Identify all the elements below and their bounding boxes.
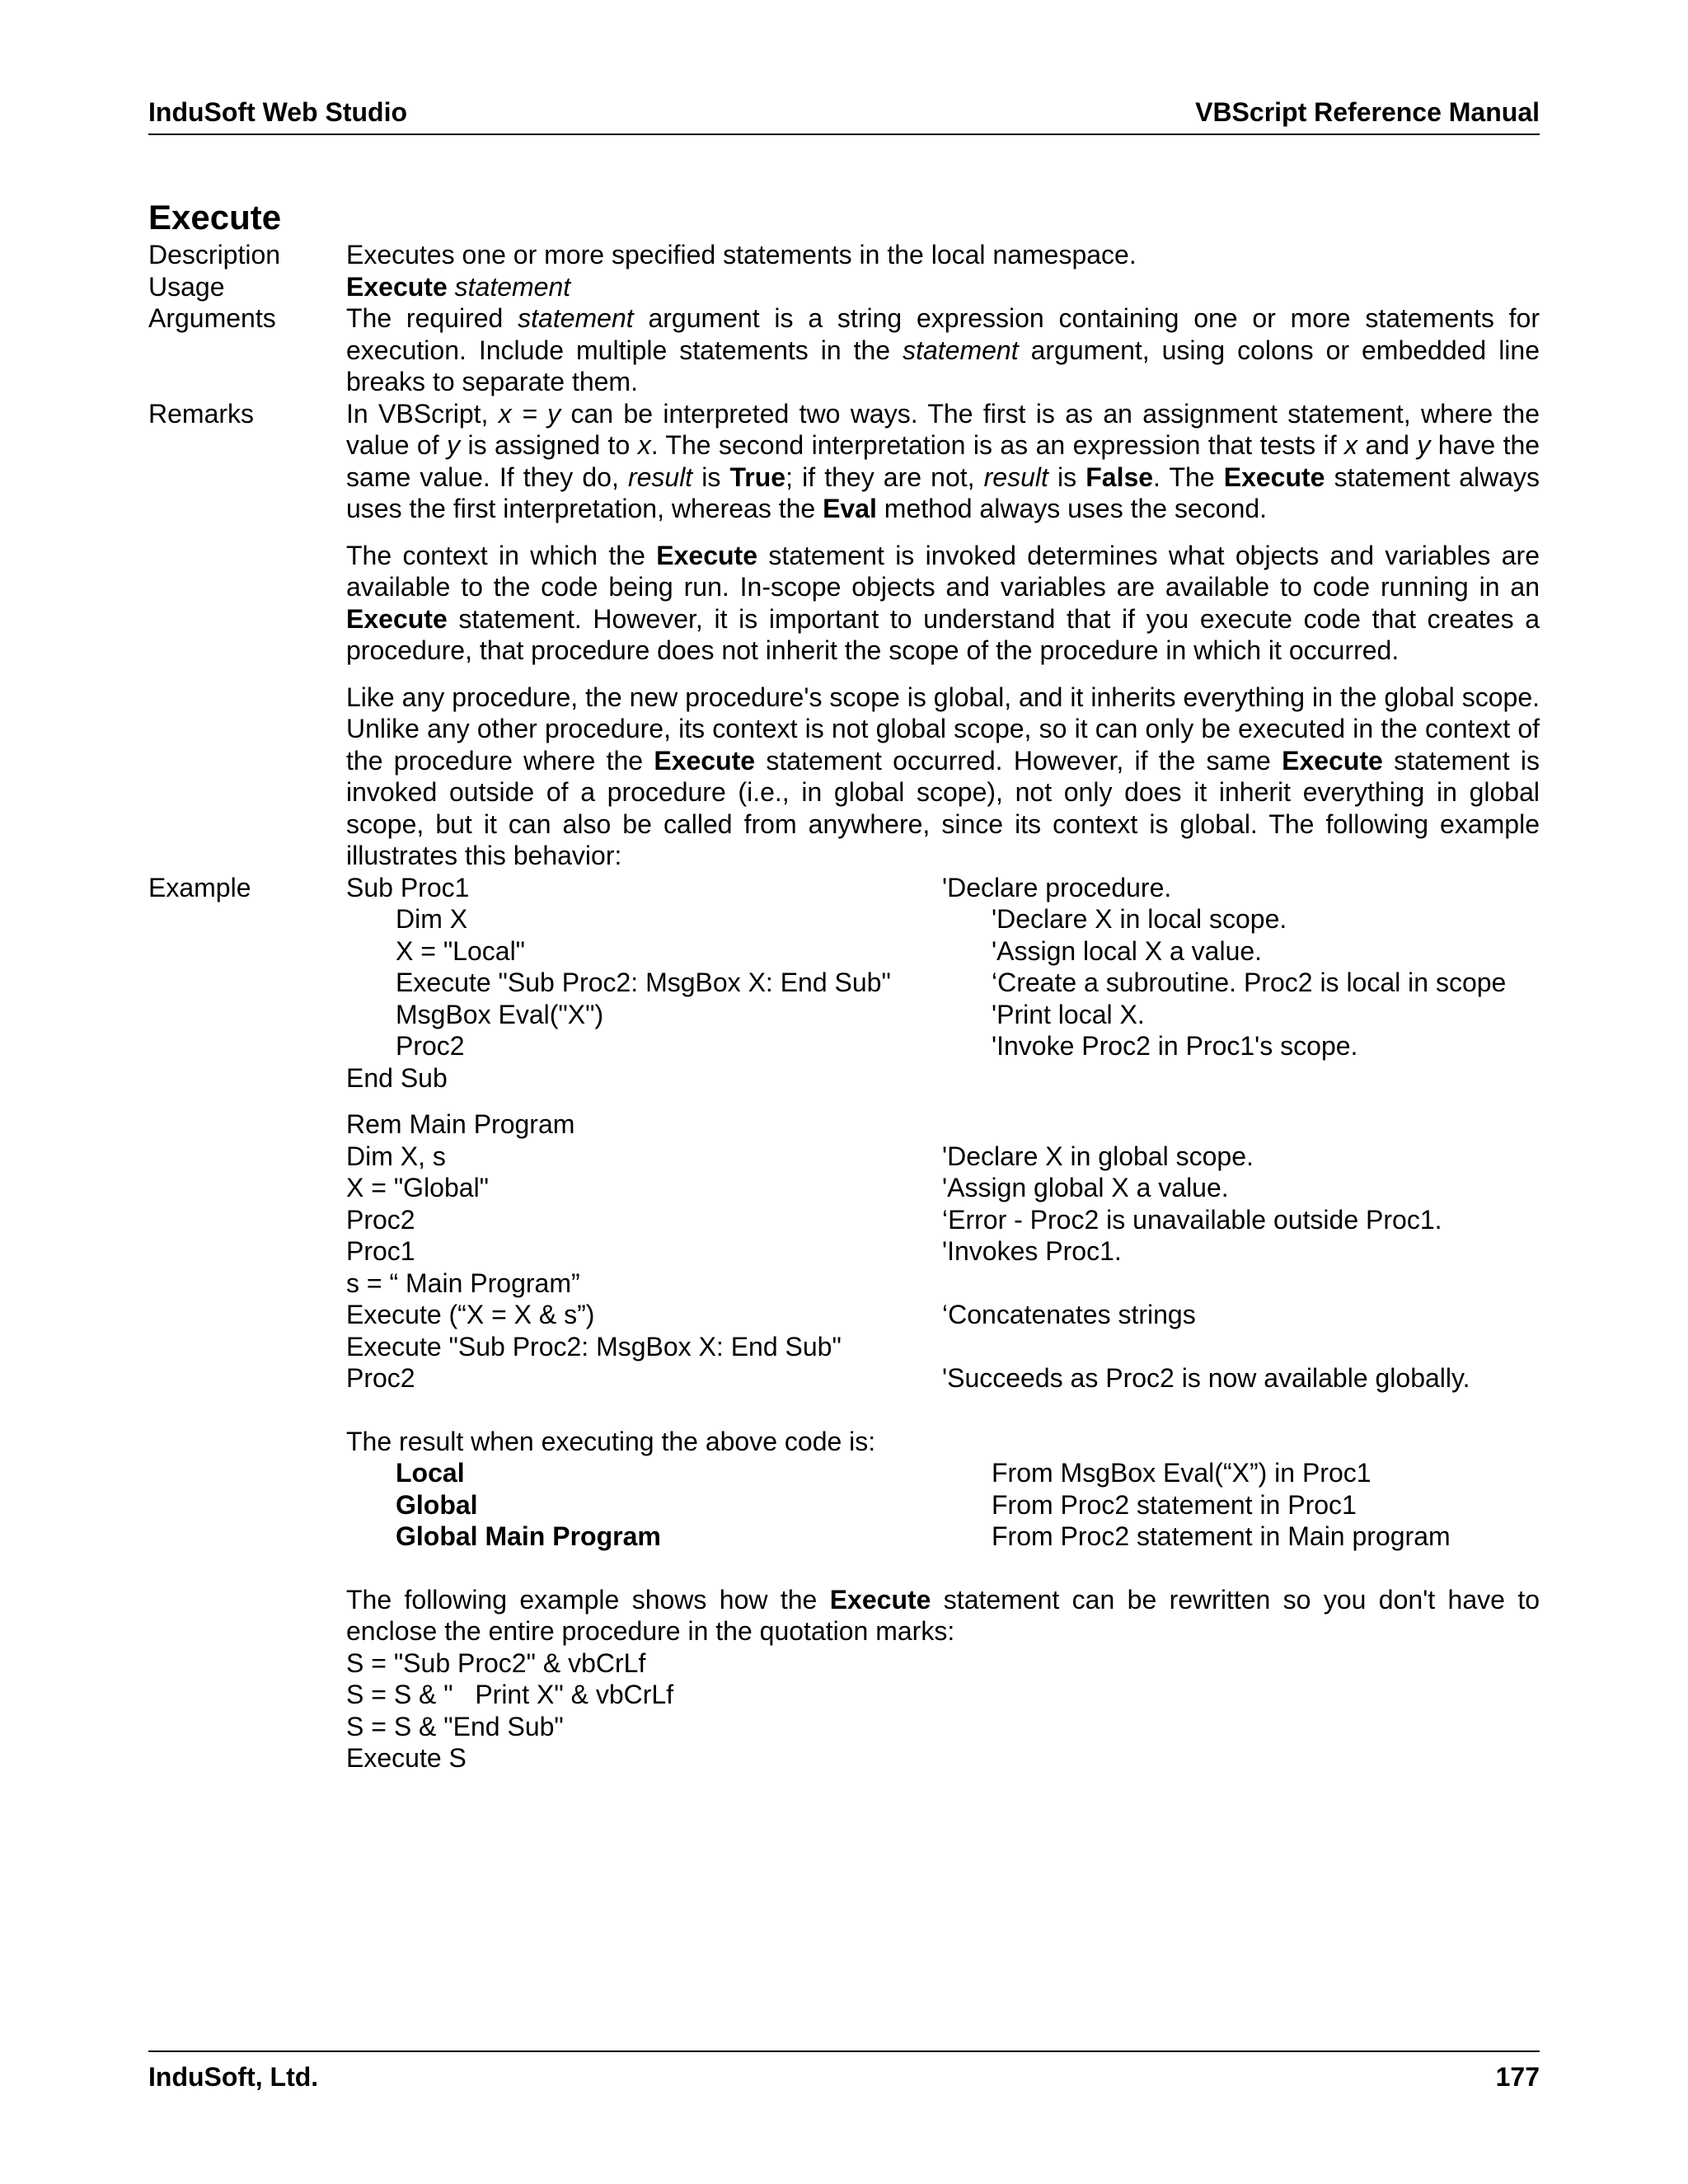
result-intro: The result when executing the above code is: xyxy=(346,1426,876,1456)
manual-page xyxy=(148,0,1540,2184)
code-line: S = S & " Print X" & vbCrLf xyxy=(346,1680,674,1709)
code-line: Execute "Sub Proc2: MsgBox X: End Sub" xyxy=(346,1331,842,1361)
result-row: Global From Proc2 statement in Proc1 xyxy=(396,1489,1357,1520)
footer-company: InduSoft, Ltd. xyxy=(148,2062,319,2092)
code-line: Proc1 'Invokes Proc1. xyxy=(346,1236,1122,1266)
usage-label: Usage xyxy=(148,271,225,302)
arguments-label: Arguments xyxy=(148,303,276,333)
code-line: Proc2 ‘Error - Proc2 is unavailable outside Proc1. xyxy=(346,1204,1442,1235)
result-table xyxy=(346,1457,1540,1553)
header-manual-title: VBScript Reference Manual xyxy=(1195,97,1540,127)
remarks-label: Remarks xyxy=(148,398,255,429)
page-header xyxy=(148,97,1540,135)
code-line: Execute (“X = X & s”) ‘Concatenates strings xyxy=(346,1300,1196,1329)
description-text: Executes one or more specified statements in the local namespace. xyxy=(346,240,1137,269)
page-number: 177 xyxy=(1495,2062,1540,2092)
code-line: Dim X, s 'Declare X in global scope. xyxy=(346,1141,1254,1171)
header-product: InduSoft Web Studio xyxy=(148,97,408,127)
example-code-block-2 xyxy=(346,1108,1540,1394)
remarks-row xyxy=(148,398,1540,872)
remarks-paragraph-1: In VBScript, x = y can be interpreted two ways. The first is as an assignment statement, where the value of y is assigned to x. The second interpretation is as an expression that tests if x and y have the same value. If they do, result is True; if they are not, result is False. The Execute statement always uses the first interpretation, whereas the Eval method always uses the second. xyxy=(346,398,1540,523)
result-row: Global Main Program From Proc2 statement in Main program xyxy=(396,1521,1451,1551)
code-line: Proc2 'Invoke Proc2 in Proc1's scope. xyxy=(396,1031,1358,1061)
code-line: Dim X 'Declare X in local scope. xyxy=(396,904,1287,934)
usage-param: statement xyxy=(454,271,571,302)
arguments-text: The required statement argument is a string expression containing one or more statements for execution. Include multiple statements in the statement argument, using colons or embedded line breaks to separate them. xyxy=(346,303,1540,396)
rewrite-code-block xyxy=(346,1647,1540,1774)
remarks-body xyxy=(346,398,1540,872)
usage-syntax xyxy=(346,271,1540,303)
code-line: Proc2 'Succeeds as Proc2 is now available globally. xyxy=(346,1363,1470,1393)
code-line: Sub Proc1 'Declare procedure. xyxy=(346,872,1172,902)
section-title: Execute xyxy=(148,198,282,237)
page-footer xyxy=(148,2050,1540,2092)
code-line: MsgBox Eval("X") 'Print local X. xyxy=(396,999,1145,1029)
code-line: s = “ Main Program” xyxy=(346,1268,580,1298)
example-row xyxy=(148,872,1540,1774)
usage-keyword: Execute xyxy=(346,271,448,302)
example-body xyxy=(346,872,1540,1774)
description-row xyxy=(148,239,1540,271)
code-line: X = "Local" 'Assign local X a value. xyxy=(396,935,1263,966)
remarks-paragraph-2: The context in which the Execute statement is invoked determines what objects and variables are available to the code being run. In-scope objects and variables are available to code running in an Execute statement. However, it is important to understand that if you execute code that creates a procedure, that procedure does not inherit the scope of the procedure in which it occurred. xyxy=(346,540,1540,665)
example-label: Example xyxy=(148,872,251,902)
rewrite-paragraph: The following example shows how the Execute statement can be rewritten so you don't have to enclose the entire procedure in the quotation marks: xyxy=(346,1584,1540,1646)
code-line: End Sub xyxy=(346,1062,448,1093)
page-content xyxy=(148,196,1540,1774)
description-label: Description xyxy=(148,240,281,269)
remarks-paragraph-3: Like any procedure, the new procedure's scope is global, and it inherits everything in the global scope. Unlike any other procedure, its context is not global scope, so it can only be executed in the context of the procedure where the Execute statement occurred. However, if the same Execute statement is invoked outside of a procedure (i.e., in global scope), not only does it inherit everything in global scope, but it can also be called from anywhere, since its context is global. The following example illustrates this behavior: xyxy=(346,682,1540,870)
code-line: S = "Sub Proc2" & vbCrLf xyxy=(346,1647,646,1678)
code-line: S = S & "End Sub" xyxy=(346,1711,564,1741)
result-row: Local From MsgBox Eval(“X”) in Proc1 xyxy=(396,1458,1372,1488)
code-line: Rem Main Program xyxy=(346,1109,575,1139)
usage-row xyxy=(148,271,1540,303)
code-line: X = "Global" 'Assign global X a value. xyxy=(346,1173,1229,1202)
code-line: Execute "Sub Proc2: MsgBox X: End Sub" ‘Create a subroutine. Proc2 is local in scope xyxy=(396,968,1507,997)
arguments-row xyxy=(148,302,1540,398)
code-line: Execute S xyxy=(346,1743,467,1773)
example-code-block-1 xyxy=(346,872,1540,1094)
